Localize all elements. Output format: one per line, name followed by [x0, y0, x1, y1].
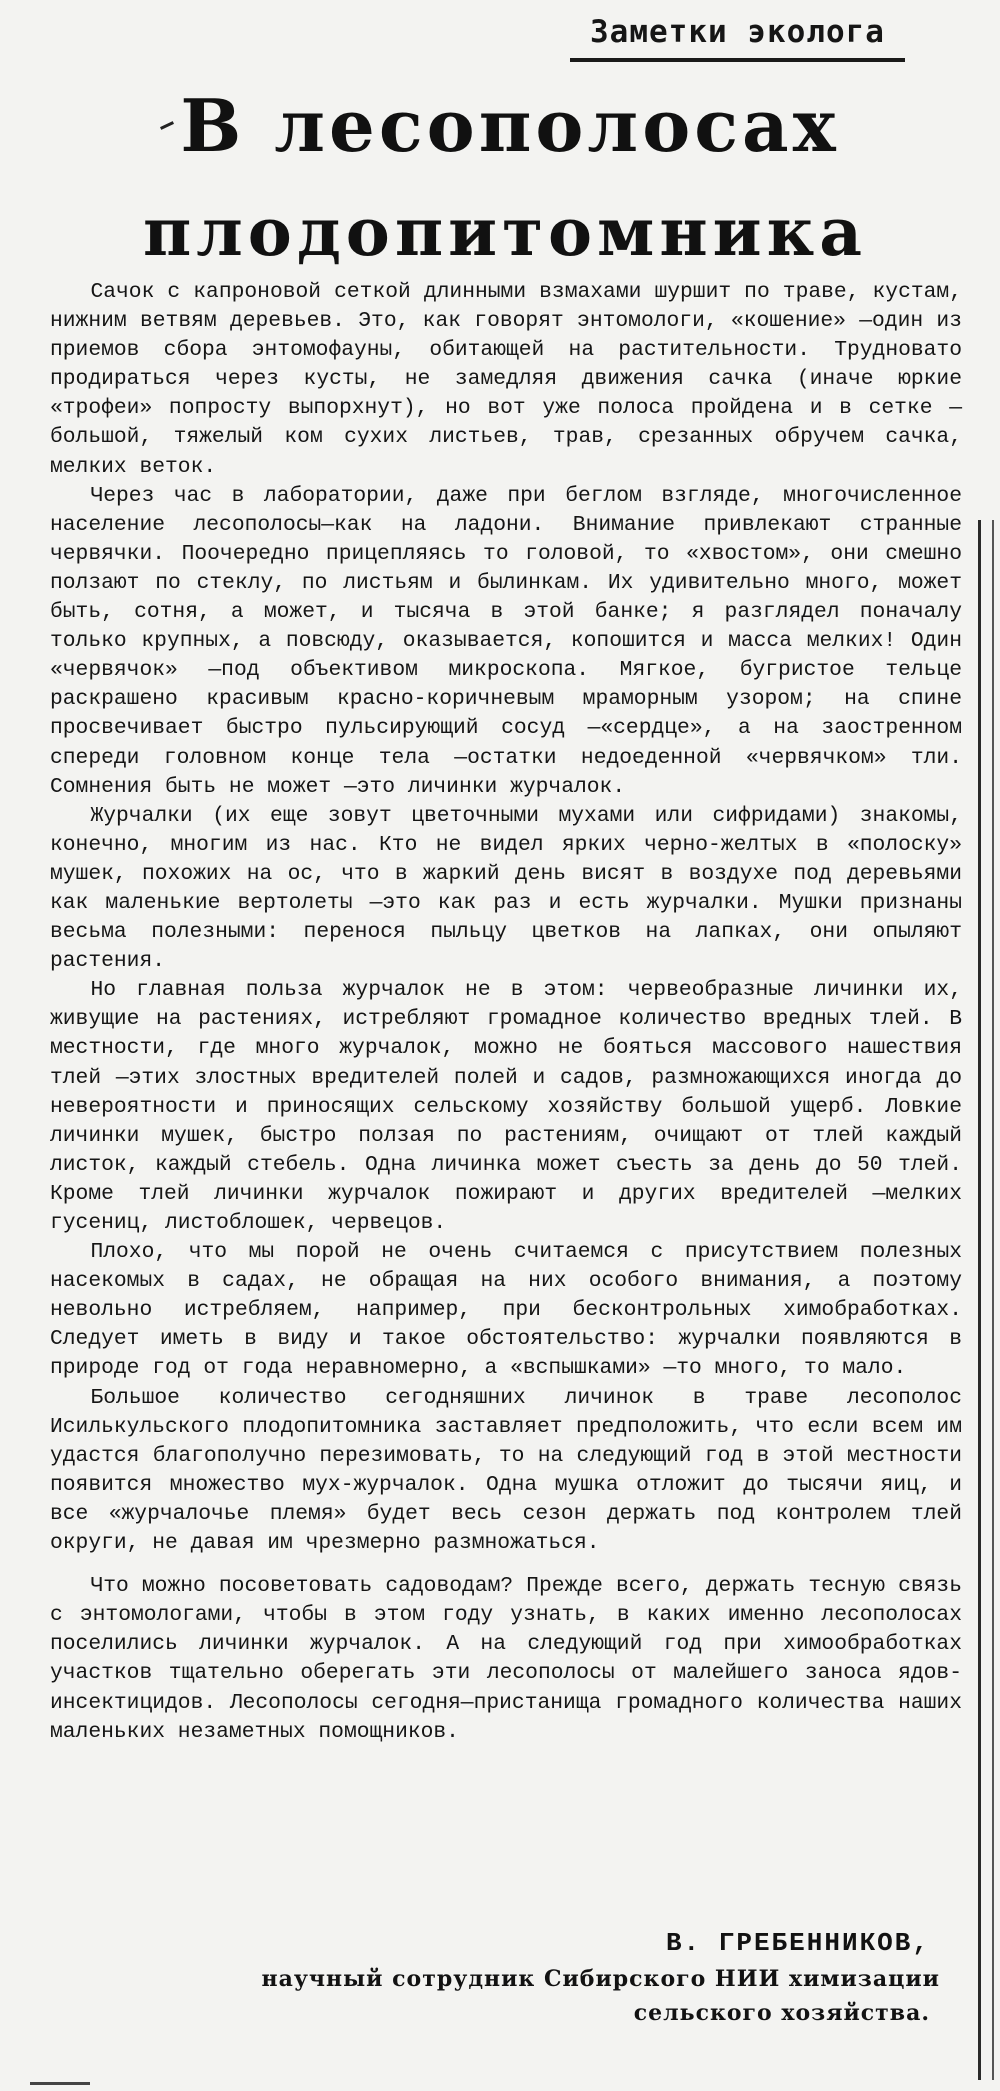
paragraph: Большое количество сегодняшних личинок в траве лесополос Исилькульского плодопитомника заставляет предположить, что если всем им удастся благополучно перезимовать, то на следующий год в этой местности появится множество мух-журчалок. Одна мушка отложит до тысячи яиц, и все «журчалочье племя» будет весь сезон держать под контролем тлей округи, не давая им чрезмерно размножаться.	[50, 1385, 962, 1556]
headline-line-2: плодопитомника	[142, 193, 868, 271]
scan-corner-mark	[30, 2082, 90, 2085]
paragraph: Через час в лаборатории, даже при беглом взгляде, многочисленное население лесополосы—как на ладони. Внимание привлекают странные червячки. Поочередно прицепляясь то головой, то «хвостом», они смешно ползают по стеклу, по листьям и былинкам. Их удивительно много, может быть, сотня, а может, и тысяча в этой банке; я разглядел поначалу только крупных, а повсюду, оказывается, копошится и масса мелких! Один «червячок» —под объективом микроскопа. Мягкое, бугристое тельце раскрашено красивым красно-коричневым мраморным узором; на спине просвечивает быстро пульсирующий сосуд —«сердце», а на заостренном спереди головном конце тела —остатки недоеденной «червячком» тли. Сомнения быть не может —это личинки журчалок.	[50, 483, 962, 799]
scan-edge-line	[992, 520, 994, 2080]
paragraph: Но главная польза журчалок не в этом: червеобразные личинки их, живущие на растениях, истребляют громадное количество вредных тлей. В местности, где много журчалок, можно не бояться массового нашествия тлей —этих злостных вредителей полей и садов, размножающихся иногда до невероятности и приносящих сельскому хозяйству большой ущерб. Ловкие личинки мушек, быстро ползая по растениям, очищают от тлей каждый листок, каждый стебель. Одна личинка может съесть за день до 50 тлей. Кроме тлей личинки журчалок пожирают и других вредителей —мелких гусениц, листоблошек, червецов.	[50, 978, 962, 1235]
author-name: В. ГРЕБЕННИКОВ,	[665, 1928, 930, 1958]
scan-edge-line	[978, 520, 981, 2080]
paragraph: Журчалки (их еще зовут цветочными мухами или сифридами) знакомы, конечно, многим из нас. Кто не видел ярких черно-желтых в «полоску» мушек, похожих на ос, что в жаркий день висят в воздухе под деревьями как маленькие вертолеты —это как раз и есть журчалки. Мушки признаны весьма полезными: перенося пыльцу цветков на лапках, они опыляют растения.	[50, 803, 962, 974]
headline-line-1: В лесополосах	[180, 83, 840, 168]
paragraph: Сачок с капроновой сеткой длинными взмахами шуршит по траве, кустам, нижним ветвям деревьев. Это, как говорят энтомологи, «кошение» —один из приемов сбора энтомофауны, обитающей на растительности. Трудновато продираться через кусты, не замедляя движения сачка (иначе юркие «трофеи» попросту выпорхнут), но вот уже полоса пройдена и в сетке —большой, тяжелый ком сухих листьев, трав, срезанных обручем сачка, мелких веток.	[50, 280, 962, 479]
section-rubric: Заметки эколога	[570, 10, 905, 62]
paragraph: Плохо, что мы порой не очень считаемся с присутствием полезных насекомых в садах, не обращая на них особого внимания, а поэтому невольно истребляем, например, при бесконтрольных химобработках. Следует иметь в виду и такое обстоятельство: журчалки появляются в природе год от года неравномерно, а «вспышками» —то много, то мало.	[50, 1240, 962, 1381]
paragraph: Что можно посоветовать садоводам? Прежде всего, держать тесную связь с энтомологами, чтобы в этом году узнать, в каких именно лесополосах поселились личинки журчалок. А на следующий год при химообработках участков тщательно оберегать эти лесополосы от малейшего заноса ядов-инсектицидов. Лесополосы сегодня—пристанища громадного количества наших маленьких незаметных помощников.	[50, 1574, 962, 1744]
author-position: научный сотрудник Сибирского НИИ химизации	[261, 1966, 940, 1992]
article-body	[50, 278, 962, 1747]
author-position-cont: сельского хозяйства.	[633, 2000, 930, 2026]
